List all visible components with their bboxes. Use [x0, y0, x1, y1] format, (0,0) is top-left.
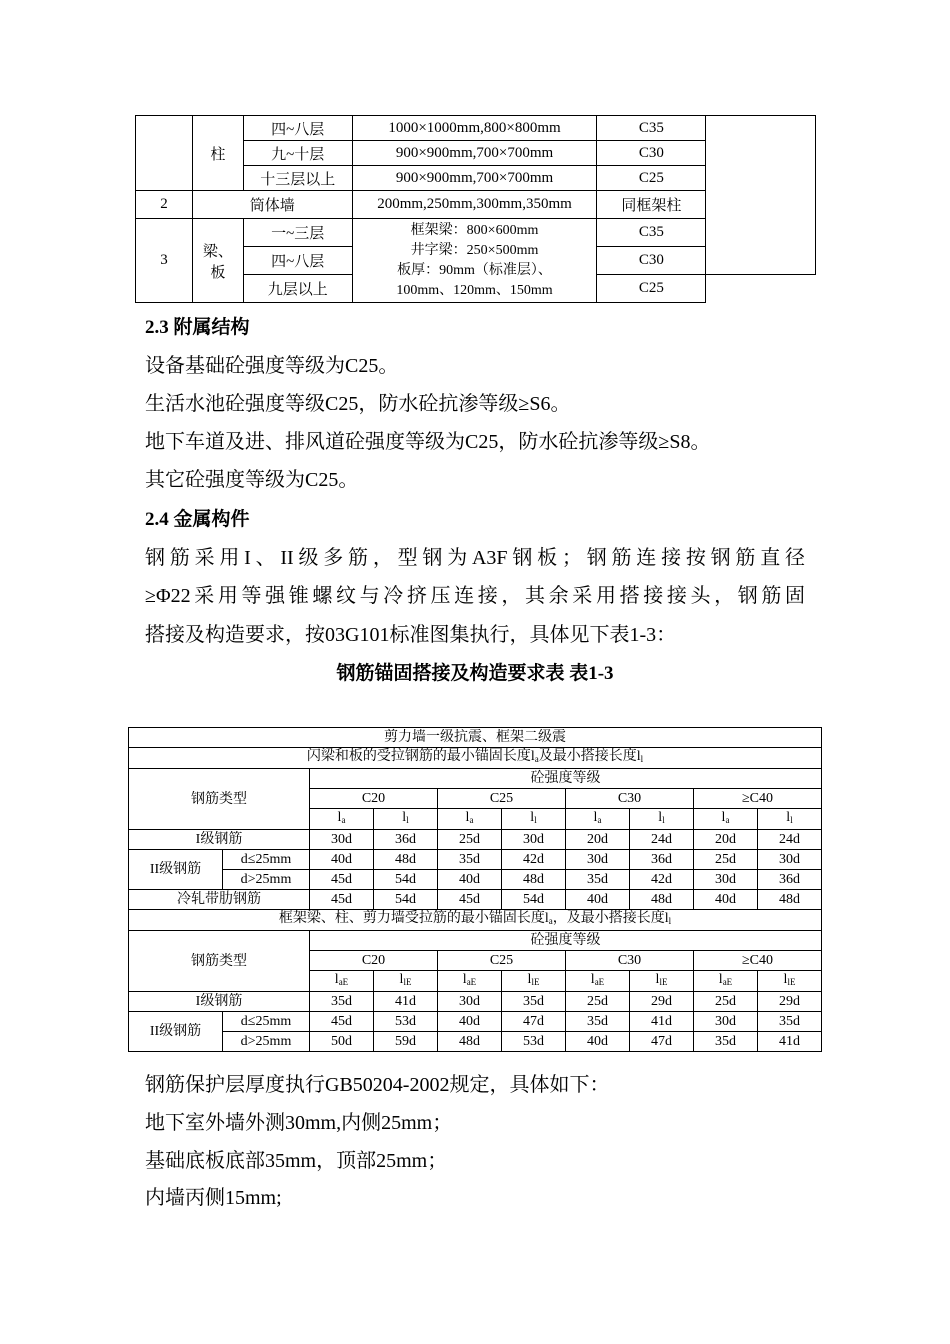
table-row: 九~十层 900×900mm,700×700mm C30	[136, 141, 816, 166]
table-row: d>25mm 50d 59d 48d 53d 40d 47d 35d 41d	[129, 1032, 822, 1052]
paragraph: 设备基础砼强度等级为C25。	[145, 355, 399, 377]
paragraph: 其它砼强度等级为C25。	[145, 469, 359, 491]
table-row: 2 筒体墙 200mm,250mm,300mm,350mm 同框架柱	[136, 191, 816, 219]
table-row: 四~八层 C30	[136, 247, 816, 275]
rebar-anchorage-table: 剪力墙一级抗震、框架二级震 闪梁和板的受拉钢筋的最小锚固长度$l_a$及最小搭接长度$l_l$ 钢筋类型 砼强度等级 C20 C25 C30 ≥C40 $l_a$ $l_l$ $l_a$ $l_l$ $l_a$ $l_l$ $l_a$ $l_l$ I级钢筋 30d 36d 25d 30d 20d 24d 20d 24d II级钢筋 d≤25mm 40d 48d 35d 42d 30d 36d 25d 30d d>25mm 45d 54d 40d 48d 35d 42d 30d 36d 冷轧带肋钢筋 45d 54d 45d 54d 40d 48d 40d 48d 框架梁、柱、剪力墙受拉筋的最小锚固长度$l_a$，及最小搭接长度$l_l$ 钢筋类型 砼强度等级 C20 C25 C30 ≥C40 $l_{aE}$ $l_{lE}$ $l_{aE}$ $l_{lE}$ $l_{aE}$ $l_{lE}$ $l_{aE}$ $l_{lE}$ I级钢筋 35d 41d 30d 35d 25d 29d 25d 29d II级钢筋 d≤25mm 45d 53d 40d 47d 35d 41d 30d 35d d>25mm 50d 59d 48d 53d 40d 47d 35d 41d	[128, 727, 822, 1052]
section-heading: 2.3 附属结构	[145, 317, 250, 338]
table-row: II级钢筋 d≤25mm 40d 48d 35d 42d 30d 36d 25d 30d	[129, 850, 822, 870]
structure-grade-table	[135, 115, 816, 303]
paragraph: 地下室外墙外测30mm,内侧25mm；	[145, 1112, 453, 1134]
paragraph: 内墙丙侧15mm;	[145, 1187, 282, 1209]
paragraph: 生活水池砼强度等级C25，防水砼抗渗等级≥S6。	[145, 393, 571, 415]
table-row: 冷轧带肋钢筋 45d 54d 45d 54d 40d 48d 40d 48d	[129, 890, 822, 910]
table-row: I级钢筋 30d 36d 25d 30d 20d 24d 20d 24d	[129, 830, 822, 850]
section-heading: 2.4 金属构件	[145, 509, 250, 530]
table-row: 十三层以上 900×900mm,700×700mm C25	[136, 166, 816, 191]
table-row: 3 梁、 板 一~三层 框架梁：800×600mm 井字梁：250×500mm 板厚：90mm（标准层）、 100mm、120mm、150mm C35	[136, 219, 816, 247]
table-row: d>25mm 45d 54d 40d 48d 35d 42d 30d 36d	[129, 870, 822, 890]
paragraph: 搭接及构造要求，按03G101标准图集执行，具体见下表1-3：	[145, 624, 677, 646]
table-title: 钢筋锚固搭接及构造要求表 表1-3	[336, 663, 614, 684]
table-row: II级钢筋 d≤25mm 45d 53d 40d 47d 35d 41d 30d 35d	[129, 1012, 822, 1032]
paragraph: 基础底板底部35mm，顶部25mm；	[145, 1150, 448, 1172]
table-row: I级钢筋 35d 41d 30d 35d 25d 29d 25d 29d	[129, 992, 822, 1012]
paragraph: ≥Φ22采用等强锥螺纹与冷挤压连接，其余采用搭接接头，钢筋固	[145, 585, 805, 607]
table-row: 九层以上 C25	[136, 275, 816, 303]
table-row: 柱 四~八层 1000×1000mm,800×800mm C35	[136, 116, 816, 141]
paragraph: 地下车道及进、排风道砼强度等级为C25，防水砼抗渗等级≥S8。	[145, 431, 711, 453]
paragraph: 钢筋采用I、II级多筋，型钢为A3F钢板；钢筋连接按钢筋直径	[145, 547, 805, 569]
beam-spec: 框架梁：800×600mm 井字梁：250×500mm 板厚：90mm（标准层）、 100mm、120mm、150mm	[352, 219, 597, 303]
paragraph: 钢筋保护层厚度执行GB50204-2002规定，具体如下：	[145, 1074, 610, 1096]
